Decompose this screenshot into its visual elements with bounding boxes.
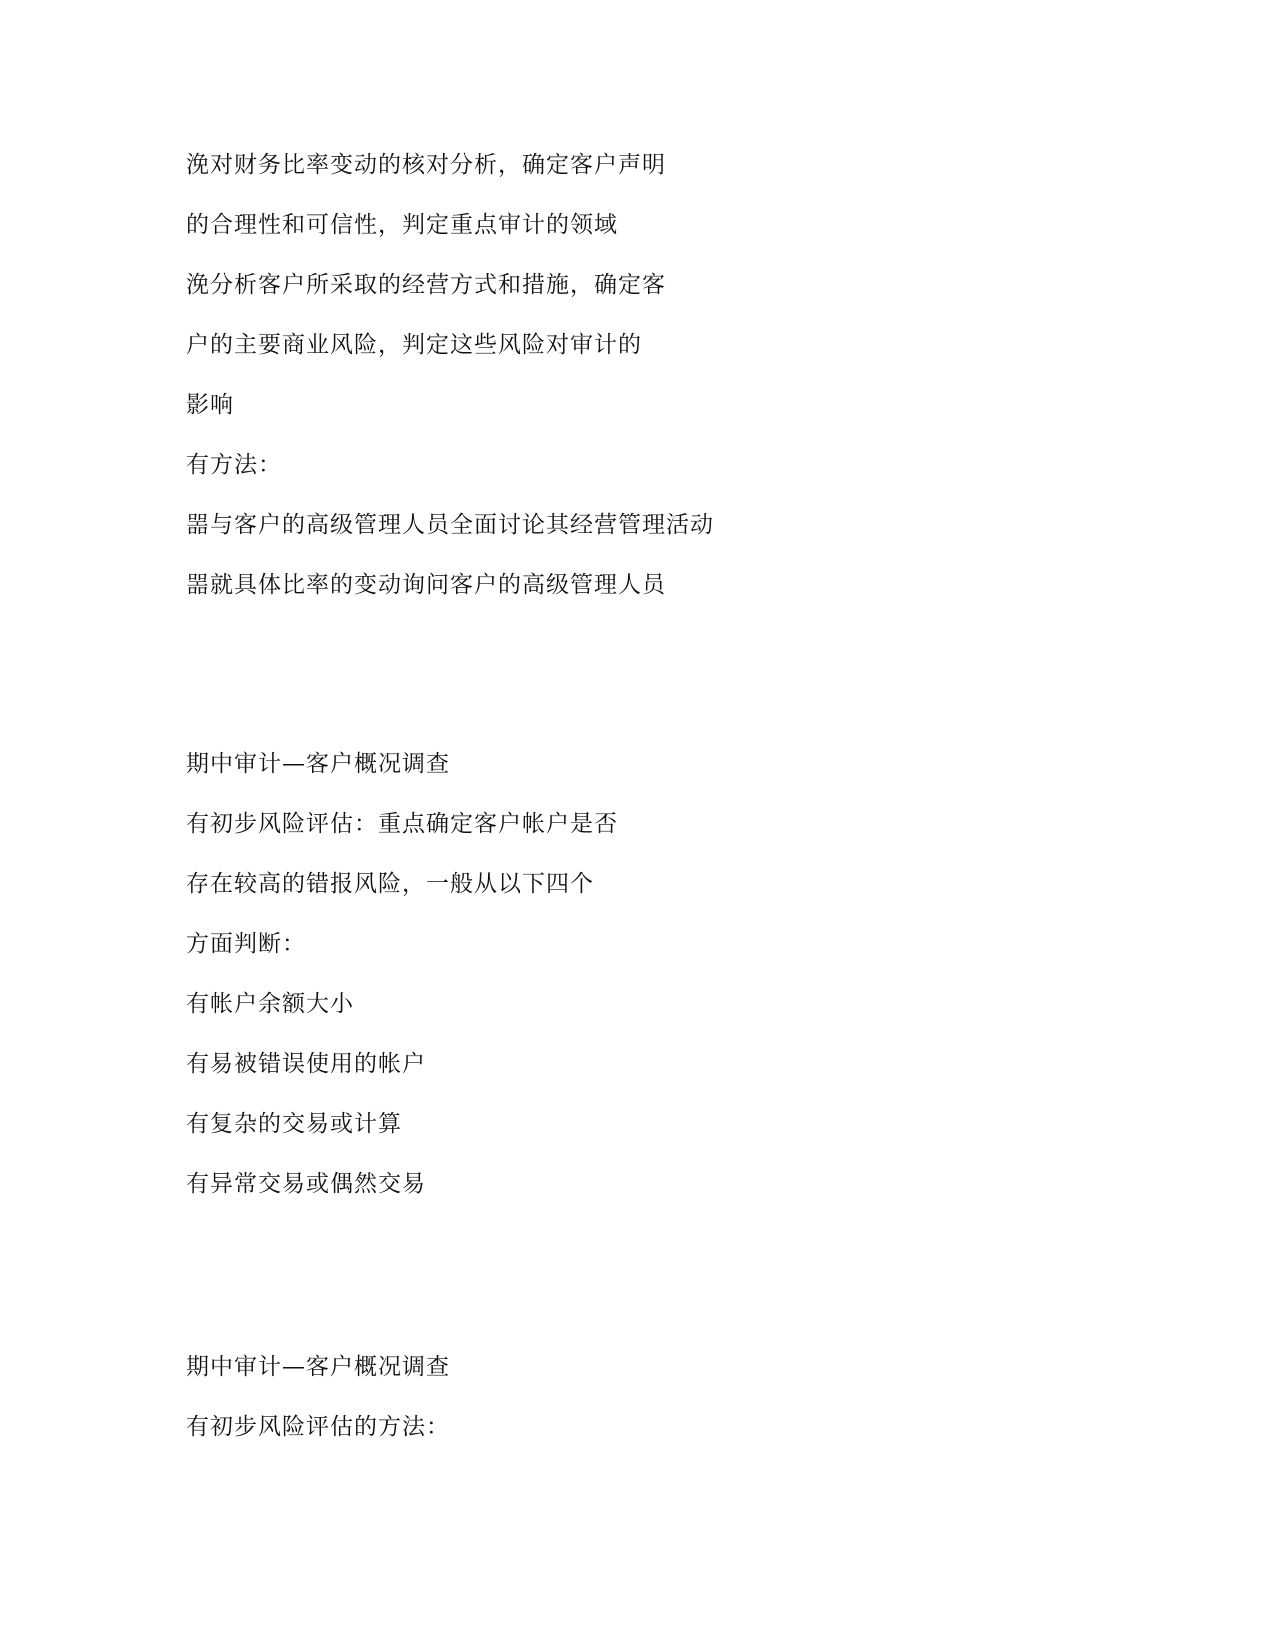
text-block-analysis xyxy=(186,135,1086,615)
text-line: 有初步风险评估的方法： xyxy=(186,1414,450,1440)
text-line: 的合理性和可信性，判定重点审计的领域 xyxy=(186,212,618,238)
text-block-risk-methods xyxy=(186,1337,1086,1457)
text-line: 存在较高的错报风险，一般从以下四个 xyxy=(186,871,594,897)
text-line: 浼分析客户所采取的经营方式和措施，确定客 xyxy=(186,272,666,298)
text-line: 噐就具体比率的变动询问客户的高级管理人员 xyxy=(186,572,666,598)
text-line: 方面判断： xyxy=(186,931,306,957)
text-line: 户的主要商业风险，判定这些风险对审计的 xyxy=(186,332,642,358)
text-block-risk-assessment xyxy=(186,734,1086,1214)
text-line: 浼对财务比率变动的核对分析，确定客户声明 xyxy=(186,152,666,178)
text-line: 有异常交易或偶然交易 xyxy=(186,1171,426,1197)
text-line: 有帐户余额大小 xyxy=(186,991,354,1017)
text-line: 有复杂的交易或计算 xyxy=(186,1111,402,1137)
text-line: 有方法： xyxy=(186,452,282,478)
text-line: 噐与客户的高级管理人员全面讨论其经营管理活动 xyxy=(186,512,714,538)
text-line: 有易被错误使用的帐户 xyxy=(186,1051,426,1077)
section-heading: 期中审计—客户概况调查 xyxy=(186,1354,450,1380)
text-line: 影响 xyxy=(186,392,234,418)
text-line: 有初步风险评估：重点确定客户帐户是否 xyxy=(186,811,618,837)
section-heading: 期中审计—客户概况调查 xyxy=(186,751,450,777)
